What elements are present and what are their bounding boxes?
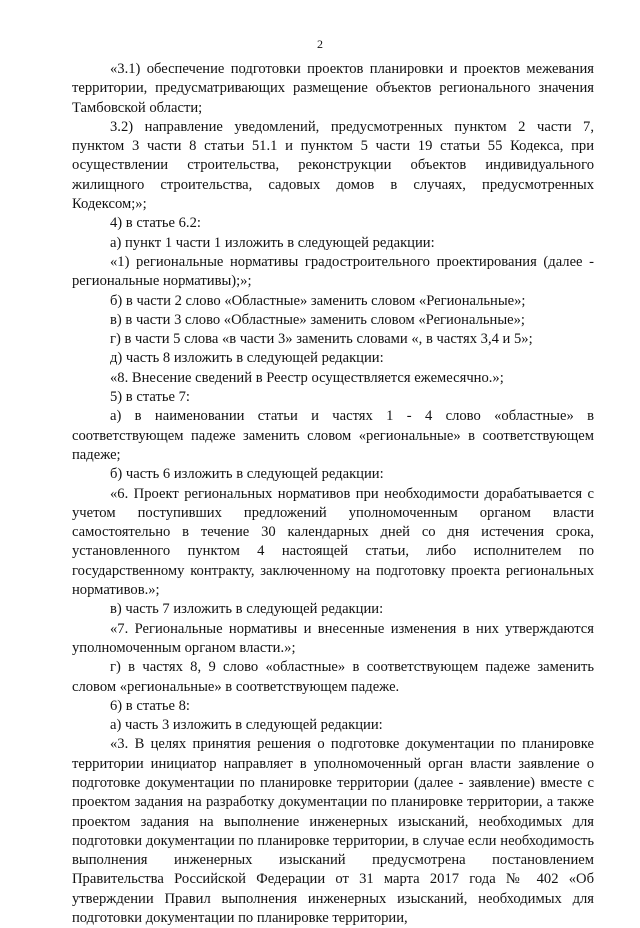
paragraph: 3.2) направление уведомлений, предусмотренных пунктом 2 части 7, пунктом 3 части 8 статьи 51.1 и пунктом 5 части 19 статьи 55 Кодекса, при осуществлении строительства, реконструкции объектов индивидуального жилищного строительства, садовых домов в случаях, предусмотренных Кодексом;»; <box>72 118 594 213</box>
paragraph: «7. Региональные нормативы и внесенные изменения в них утверждаются уполномоченным органом власти.»; <box>72 620 594 656</box>
paragraph: «3. В целях принятия решения о подготовке документации по планировке территории инициатор направляет в уполномоченный орган власти заявление о подготовке документации по планировке территории (далее - заявление) вместе с проектом задания на разработку документации по планировке территории, а также проектом задания на выполнение инженерных изысканий, необходимых для подготовки документации по планировке территории, в случае если необходимость выполнения инженерных изысканий предусмотрена постановлением Правительства Российской Федерации от 31 марта 2017 года № 402 «Об утверждении Правил выполнения инженерных изысканий, необходимых для подготовки документации по планировке территории, <box>72 736 594 927</box>
paragraph: д) часть 8 изложить в следующей редакции: <box>110 350 384 367</box>
paragraph: а) пункт 1 части 1 изложить в следующей редакции: <box>110 234 435 251</box>
document-body <box>72 60 594 928</box>
paragraph: а) часть 3 изложить в следующей редакции: <box>110 717 383 734</box>
paragraph: 5) в статье 7: <box>110 389 190 406</box>
paragraph: «8. Внесение сведений в Реестр осуществляется ежемесячно.»; <box>110 369 504 386</box>
paragraph: «6. Проект региональных нормативов при необходимости дорабатывается с учетом поступивших предложений уполномоченным органом власти самостоятельно в течение 30 календарных дней со дня истечения срока, установленного пунктом 4 настоящей статьи, либо исполнителем по государственному контракту, заключенному на подготовку проекта региональных нормативов.»; <box>72 485 594 599</box>
paragraph: 4) в статье 6.2: <box>110 215 201 232</box>
paragraph: «3.1) обеспечение подготовки проектов планировки и проектов межевания территории, предусматривающих размещение объектов регионального значения Тамбовской области; <box>72 61 594 116</box>
paragraph: б) в части 2 слово «Областные» заменить словом «Региональные»; <box>110 292 526 309</box>
paragraph: г) в части 5 слова «в части 3» заменить словами «, в частях 3,4 и 5»; <box>110 331 533 348</box>
paragraph: 6) в статье 8: <box>110 697 190 714</box>
paragraph: в) в части 3 слово «Областные» заменить словом «Региональные»; <box>110 311 525 328</box>
paragraph: «1) региональные нормативы градостроительного проектирования (далее - региональные нормативы);»; <box>72 253 594 290</box>
paragraph: в) часть 7 изложить в следующей редакции: <box>110 601 384 618</box>
page-number: 2 <box>317 37 323 51</box>
paragraph: а) в наименовании статьи и частях 1 - 4 слово «областные» в соответствующем падеже заменить словом «региональные» в соответствующем падеже; <box>72 408 594 463</box>
paragraph: г) в частях 8, 9 слово «областные» в соответствующем падеже заменить словом «региональные» в соответствующем падеже. <box>72 659 594 695</box>
paragraph: б) часть 6 изложить в следующей редакции: <box>110 466 384 483</box>
